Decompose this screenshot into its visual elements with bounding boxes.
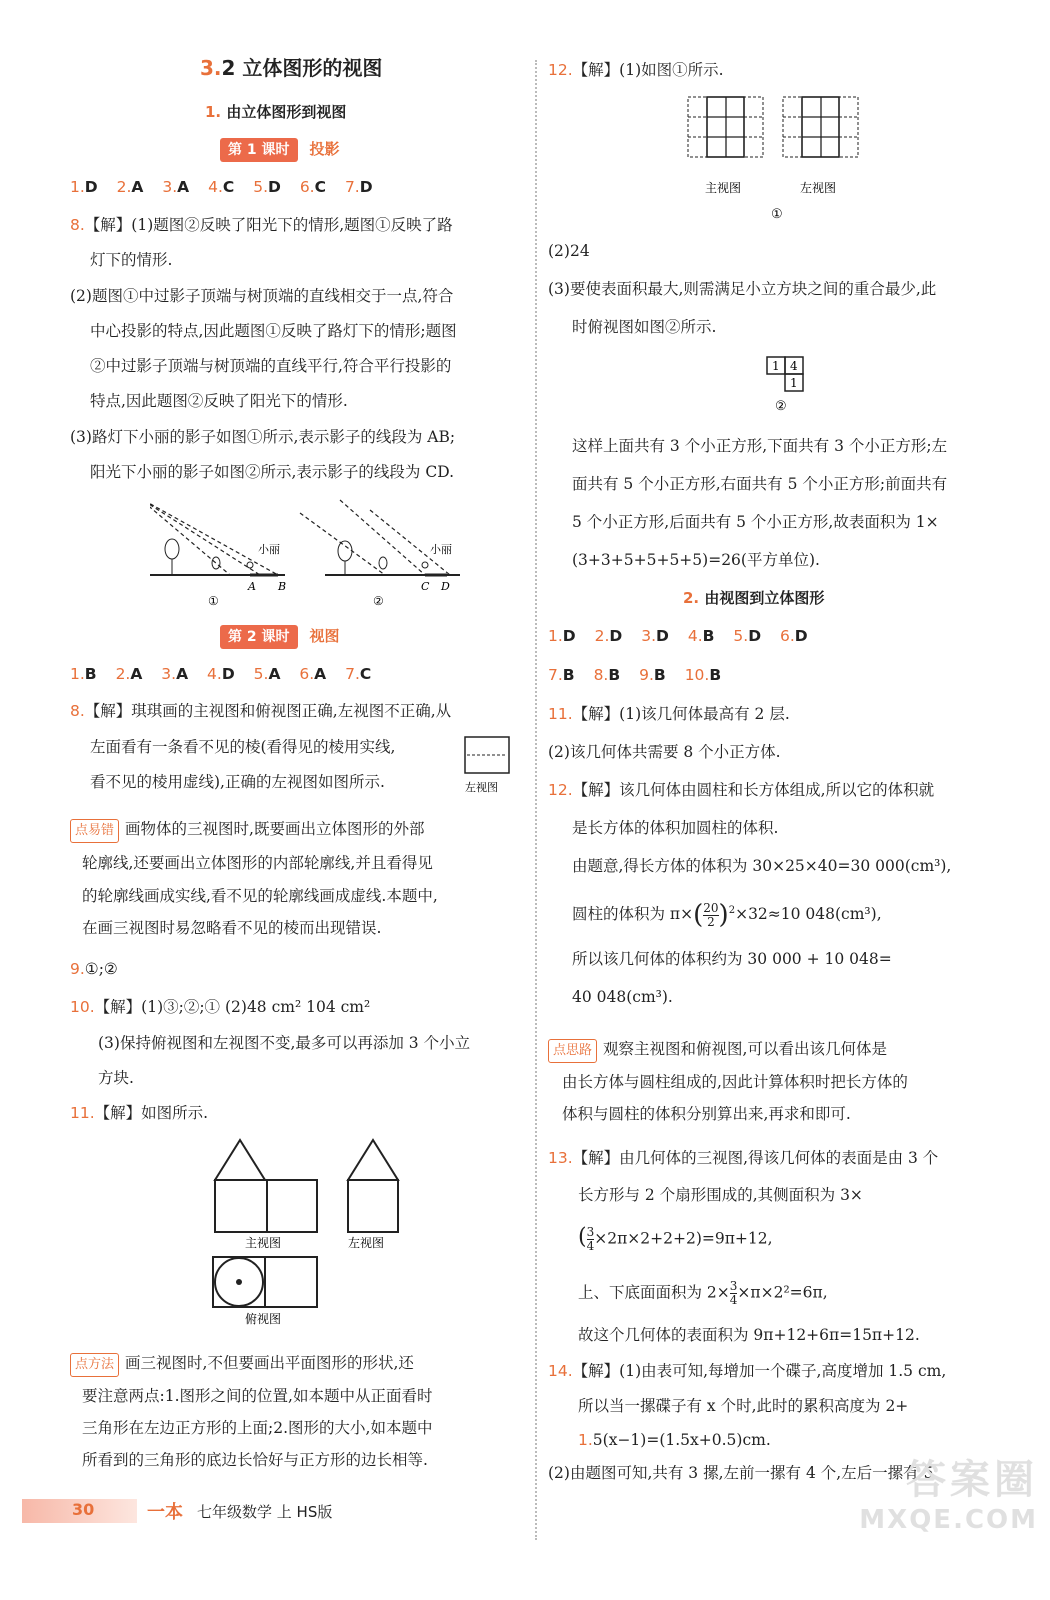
answer-7: 7.B (548, 666, 575, 684)
left-view (348, 1140, 398, 1250)
svg-text:俯视图: 俯视图 (245, 1312, 282, 1326)
q12-part3b-line-1: 这样上面共有 3 个小正方形,下面共有 3 个小正方形;左 (572, 437, 948, 455)
q12-line: 12.【解】(1)如图①所示. (548, 61, 724, 79)
q10-line-3: 方块. (98, 1069, 134, 1087)
s2-q11-line-2: (2)该几何体共需要 8 个小正方体. (548, 743, 781, 761)
q12-part3-line-2: 时俯视图如图②所示. (572, 318, 717, 336)
svg-text:小丽: 小丽 (258, 543, 280, 556)
answer-2: 2.D (594, 627, 623, 645)
q10-line-1: 10.【解】(1)③;②;① (2)48 cm² 104 cm² (70, 998, 371, 1016)
tip-badge: 点思路 (548, 1039, 597, 1063)
q12-part3-line-1: (3)要使表面积最大,则需满足小立方块之间的重合最少,此 (548, 280, 937, 298)
tip-badge: 点易错 (70, 819, 119, 843)
fig12-views (683, 92, 873, 227)
page-title: 3.2 立体图形的视图 (200, 56, 383, 80)
svg-text:主视图: 主视图 (245, 1236, 282, 1250)
fig12-top-view (763, 355, 813, 417)
q8-line-2: 灯下的情形. (90, 251, 173, 269)
answer-row-lesson1 (70, 176, 387, 198)
q11-line: 11.【解】如图所示. (70, 1104, 209, 1122)
s2-q13-formula-2: 上、下底面面积为 2× $\frac{3}{4}$ ×π×2²=6π, (578, 1279, 828, 1307)
answer-9: 9.B (639, 666, 666, 684)
s2-q13-line-2: 长方形与 2 个扇形围成的,其侧面积为 3× (578, 1186, 863, 1204)
s2-q14-line-2: 所以当一摞碟子有 x 个时,此时的累积高度为 2+ (578, 1397, 909, 1415)
answer-4: 4.D (207, 665, 235, 683)
tip-idea-line-2: 由长方体与圆柱组成的,因此计算体积时把长方体的 (562, 1073, 908, 1091)
answer-5: 5.D (253, 178, 281, 196)
svg-text:主视图: 主视图 (705, 181, 742, 195)
q8-line-3: (2)题图①中过影子顶端与树顶端的直线相交于一点,符合 (70, 287, 454, 305)
svg-text:D: D (441, 580, 450, 593)
fig12-left-view (783, 97, 858, 195)
tip-badge: 点方法 (70, 1353, 119, 1377)
page-number: 30 (72, 1500, 95, 1519)
tip-error-line-4: 在画三视图时易忽略看不见的棱而出现错误. (82, 919, 382, 937)
answer-5: 5.D (733, 627, 762, 645)
answer-row-s2-1 (548, 625, 822, 647)
tip-method-line-3: 三角形在左边正方形的上面;2.图形的大小,如本题中 (82, 1419, 433, 1437)
q8b-line-1: 8.【解】琪琪画的主视图和俯视图正确,左视图不正确,从 (70, 702, 452, 720)
svg-text:小丽: 小丽 (430, 543, 452, 556)
lesson-badge: 第 1 课时 (220, 138, 298, 162)
s2-q14-line-3: 1.5(x−1)=(1.5x+0.5)cm. (578, 1431, 771, 1449)
tip-error-line-2: 轮廓线,还要画出立体图形的内部轮廓线,并且看得见 (82, 854, 433, 872)
answer-row-s2-2 (548, 664, 735, 686)
shadow-figures (150, 495, 530, 610)
s2-q12-tail-1: 所以该几何体的体积约为 30 000 + 10 048= (572, 950, 892, 968)
left-view-figure (463, 735, 513, 797)
s2-q13-line-1: 13.【解】由几何体的三视图,得该几何体的表面是由 3 个 (548, 1149, 939, 1167)
watermark: 答案圈 MXQE.COM (859, 1457, 1038, 1535)
q8-line-4: 中心投影的特点,因此题图①反映了路灯下的情形;题图 (90, 322, 457, 340)
figure-lamp-shadow (150, 497, 286, 608)
q12-part3b-line-2: 面共有 5 个小正方形,右面共有 5 个小正方形;前面共有 (572, 475, 948, 493)
svg-text:A: A (248, 580, 256, 593)
s2-q12-line-1: 12.【解】该几何体由圆柱和长方体组成,所以它的体积就 (548, 781, 935, 799)
answer-1: 1.D (548, 627, 576, 645)
tip-method-line-4: 所看到的三角形的底边长恰好与正方形的边长相等. (82, 1451, 428, 1469)
top-view (213, 1257, 317, 1326)
svg-text:②: ② (373, 594, 384, 608)
brand-logo: 一本 (147, 1502, 183, 1523)
svg-text:②: ② (775, 399, 787, 414)
answer-3: 3.D (641, 627, 669, 645)
lesson-topic: 视图 (309, 627, 340, 645)
front-view (215, 1140, 317, 1250)
cylinder-volume-line: 圆柱的体积为 π×( $\frac{20}{2}$ )$^2$×32≈10 048(cm³), (572, 900, 882, 931)
answer-6: 6.C (299, 178, 326, 196)
svg-text:左视图: 左视图 (348, 1236, 385, 1250)
answer-3: 3.A (161, 665, 189, 683)
svg-text:B: B (278, 580, 287, 593)
answer-4: 4.C (208, 178, 235, 196)
s2-q14-line-1: 14.【解】(1)由表可知,每增加一个碟子,高度增加 1.5 cm, (548, 1362, 947, 1380)
tip-method: 点方法 画三视图时,不但要画出平面图形的形状,还 (70, 1352, 414, 1377)
q9-answer: 9.①;② (70, 960, 118, 978)
q12-part3b-line-4: (3+3+5+5+5+5)=26(平方单位). (572, 551, 820, 569)
answer-7: 7.C (345, 665, 372, 683)
answer-6: 6.A (299, 665, 327, 683)
q8-line-5: ②中过影子顶端与树顶端的直线平行,符合平行投影的 (90, 357, 452, 375)
s2-q14-line-4: (2)由题图可知,共有 3 摞,左前一摞有 4 个,左后一摞有 5 (548, 1464, 934, 1482)
svg-text:左视图: 左视图 (800, 181, 837, 195)
lesson-2-header (220, 625, 340, 649)
q8-line-7: (3)路灯下小丽的影子如图①所示,表示影子的线段为 AB; (70, 428, 456, 446)
svg-text:①: ① (771, 207, 783, 222)
answer-7: 7.D (344, 178, 373, 196)
lesson-badge: 第 2 课时 (220, 625, 298, 649)
answer-2: 2.A (116, 178, 144, 196)
answer-10: 10.B (684, 666, 722, 684)
q8b-line-3: 看不见的棱用虚线),正确的左视图如图所示. (90, 773, 385, 791)
s2-q12-tail-2: 40 048(cm³). (572, 988, 673, 1006)
tip-error: 点易错 画物体的三视图时,既要画出立体图形的外部 (70, 818, 424, 843)
tip-method-line-2: 要注意两点:1.图形之间的位置,如本题中从正面看时 (82, 1387, 433, 1405)
s2-q11-line-1: 11.【解】(1)该几何体最高有 2 层. (548, 705, 790, 723)
tip-idea-line-3: 体积与圆柱的体积分别算出来,再求和即可. (562, 1105, 851, 1123)
answer-8: 8.B (593, 666, 621, 684)
answer-2: 2.A (115, 665, 143, 683)
s2-q12-line-2: 是长方体的体积加圆柱的体积. (572, 819, 779, 837)
answer-row-lesson2 (70, 663, 385, 685)
column-divider (535, 60, 537, 1540)
svg-text:4: 4 (790, 359, 798, 373)
q8-line-6: 特点,因此题图②反映了阳光下的情形. (90, 392, 348, 410)
answer-5: 5.A (253, 665, 281, 683)
s2-q13-formula-1: ( $\frac{3}{4}$ ×2π×2+2+2)=9π+12, (578, 1224, 773, 1253)
q10-line-2: (3)保持俯视图和左视图不变,最多可以再添加 3 个小立 (98, 1034, 471, 1052)
tip-idea: 点思路 观察主视图和俯视图,可以看出该几何体是 (548, 1038, 887, 1063)
answer-4: 4.B (687, 627, 715, 645)
fig12-front-view (688, 97, 763, 195)
lesson-1-header (220, 138, 340, 162)
three-views-figure (210, 1135, 480, 1330)
answer-1: 1.B (70, 665, 97, 683)
q8-line-8: 阳光下小丽的影子如图②所示,表示影子的线段为 CD. (90, 463, 455, 481)
figure-sun-shadow (300, 500, 460, 608)
section-heading-2: 2. 由视图到立体图形 (683, 589, 825, 607)
svg-text:1: 1 (790, 376, 798, 390)
s2-q13-last: 故这个几何体的表面积为 9π+12+6π=15π+12. (578, 1326, 920, 1344)
svg-text:①: ① (208, 594, 219, 608)
q12-part2: (2)24 (548, 242, 590, 260)
svg-text:1: 1 (772, 359, 780, 373)
answer-1: 1.D (70, 178, 98, 196)
q12-part3b-line-3: 5 个小正方形,后面共有 5 个小正方形,故表面积为 1× (572, 513, 939, 531)
q8b-line-2: 左面看有一条看不见的棱(看得见的棱用实线, (90, 738, 396, 756)
section-heading-1: 1. 由立体图形到视图 (205, 103, 347, 121)
svg-text:C: C (421, 580, 430, 593)
lesson-topic: 投影 (309, 140, 340, 158)
svg-text:左视图: 左视图 (465, 781, 498, 794)
q8-line-1: 8.【解】(1)题图②反映了阳光下的情形,题图①反映了路 (70, 216, 453, 234)
answer-6: 6.D (780, 627, 808, 645)
book-title: 七年级数学 上 HS版 (197, 1503, 333, 1521)
s2-q12-line-3: 由题意,得长方体的体积为 30×25×40=30 000(cm³), (572, 857, 952, 875)
answer-3: 3.A (162, 178, 190, 196)
tip-error-line-3: 的轮廓线画成实线,看不见的轮廓线画成虚线.本题中, (82, 887, 438, 905)
